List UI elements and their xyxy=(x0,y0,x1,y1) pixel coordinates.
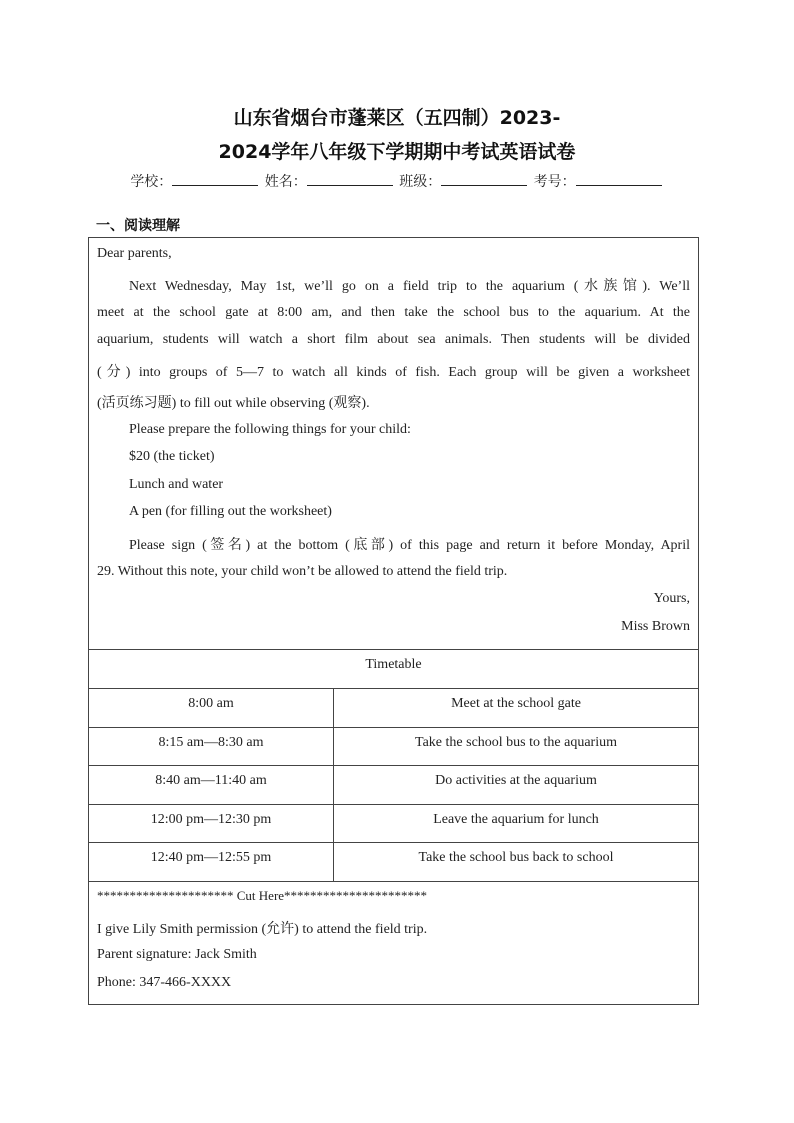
timetable-time-5: 12:40 pm—12:55 pm xyxy=(150,850,272,865)
exam-number-label: 考号： xyxy=(533,174,576,190)
name-blank[interactable] xyxy=(307,173,393,186)
divider xyxy=(89,842,698,843)
timetable-activity-4: Leave the aquarium for lunch xyxy=(433,812,599,827)
letter-p1-line5: (活页练习题) to fill out while observing (观察). xyxy=(97,396,370,411)
letter-p1-line3: aquarium, students will watch a short film about sea animals. Then students will be divided xyxy=(97,332,690,347)
timetable-time-2: 8:15 am—8:30 am xyxy=(158,735,264,750)
divider xyxy=(89,649,698,650)
student-info-row xyxy=(0,171,794,191)
title-line-2: 2024学年八年级下学期期中考试英语试卷 xyxy=(218,141,576,163)
letter-p1-line2: meet at the school gate at 8:00 am, and then take the school bus to the aquarium. At the xyxy=(97,305,690,320)
letter-p2-line1: Please sign (签名) at the bottom (底部) of this page and return it before Monday, April xyxy=(129,538,690,553)
letter-signature: Miss Brown xyxy=(621,619,690,634)
letter-greeting: Dear parents, xyxy=(97,246,172,261)
class-blank[interactable] xyxy=(441,173,527,186)
parent-signature: Parent signature: Jack Smith xyxy=(97,947,257,962)
timetable-time-3: 8:40 am—11:40 am xyxy=(155,773,267,788)
letter-closing: Yours, xyxy=(653,591,690,606)
letter-prepare: Please prepare the following things for your child: xyxy=(129,422,411,437)
divider xyxy=(89,688,698,689)
prepare-item-3: A pen (for filling out the worksheet) xyxy=(129,504,332,519)
school-blank[interactable] xyxy=(172,173,258,186)
letter-p2-line2: 29. Without this note, your child won’t be allowed to attend the field trip. xyxy=(97,564,508,579)
section-title: 一、阅读理解 xyxy=(96,218,180,234)
prepare-item-1: $20 (the ticket) xyxy=(129,449,215,464)
divider xyxy=(89,765,698,766)
title-line-1: 山东省烟台市蓬莱区（五四制）2023- xyxy=(233,107,561,129)
prepare-item-2: Lunch and water xyxy=(129,477,224,492)
reading-passage-frame xyxy=(88,237,699,1005)
divider xyxy=(89,727,698,728)
timetable-title: Timetable xyxy=(365,657,422,672)
timetable-activity-2: Take the school bus to the aquarium xyxy=(415,735,617,750)
timetable-time-4: 12:00 pm—12:30 pm xyxy=(150,812,272,827)
timetable-activity-1: Meet at the school gate xyxy=(451,696,581,711)
letter-p1-line1: Next Wednesday, May 1st, we’ll go on a field trip to the aquarium (水族馆). We’ll xyxy=(129,279,690,294)
exam-number-blank[interactable] xyxy=(576,173,662,186)
class-label: 班级： xyxy=(399,174,442,190)
timetable-time-1: 8:00 am xyxy=(188,696,234,711)
divider xyxy=(89,881,698,882)
name-label: 姓名： xyxy=(264,174,307,190)
permission-text: I give Lily Smith permission (允许) to attend the field trip. xyxy=(97,922,428,937)
letter-p1-line4: (分) into groups of 5—7 to watch all kinds of fish. Each group will be given a worksheet xyxy=(97,365,690,380)
cut-here-line: ********************* Cut Here********************** xyxy=(97,888,428,903)
timetable-activity-5: Take the school bus back to school xyxy=(418,850,614,865)
divider xyxy=(89,804,698,805)
school-label: 学校： xyxy=(130,174,173,190)
timetable-activity-3: Do activities at the aquarium xyxy=(435,773,597,788)
phone-number: Phone: 347-466-XXXX xyxy=(97,975,232,990)
